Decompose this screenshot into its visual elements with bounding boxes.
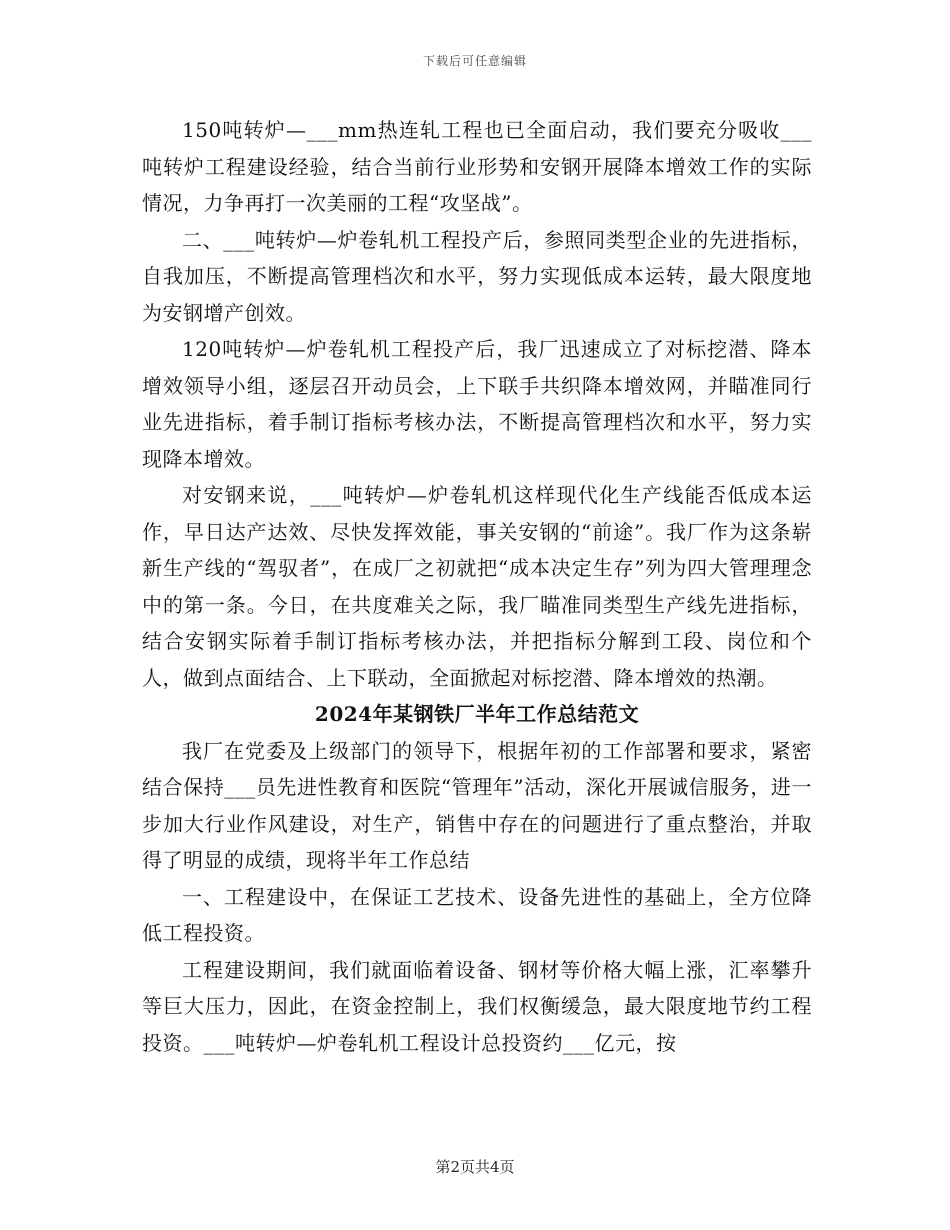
document-title: 2024年某钢铁厂半年工作总结范文 — [314, 702, 640, 726]
document-body — [142, 112, 812, 1061]
paragraph: 对安钢来说，___吨转炉—炉卷轧机这样现代化生产线能否低成本运作，早日达产达效、尽快发挥效能，事关安钢的“前途”。我厂作为这条崭新生产线的“驾驭者”，在成厂之初就把“成本决定生存”列为四大管理理念中的第一条。今日，在共度难关之际，我厂瞄准同类型生产线先进指标，结合安钢实际着手制订指标考核办法，并把指标分解到工段、岗位和个人，做到点面结合、上下联动，全面掀起对标挖潜、降本增效的热潮。 — [142, 483, 812, 690]
paragraph: 120吨转炉—炉卷轧机工程投产后，我厂迅速成立了对标挖潜、降本增效领导小组，逐层召开动员会，上下联手共织降本增效网，并瞄准同行业先进指标，着手制订指标考核办法，不断提高管理档次和水平，努力实现降本增效。 — [142, 337, 812, 471]
paragraph: 一、工程建设中，在保证工艺技术、设备先进性的基础上，全方位降低工程投资。 — [142, 884, 812, 945]
paragraph: 二、___吨转炉—炉卷轧机工程投产后，参照同类型企业的先进指标，自我加压，不断提高管理档次和水平，努力实现低成本运转，最大限度地为安钢增产创效。 — [142, 227, 812, 325]
paragraph: 150吨转炉—___mm热连轧工程也已全面启动，我们要充分吸收___吨转炉工程建设经验，结合当前行业形势和安钢开展降本增效工作的实际情况，力争再打一次美丽的工程“攻坚战”。 — [142, 118, 812, 215]
page-number: 第2页共4页 — [435, 1158, 515, 1176]
paragraph: 工程建设期间，我们就面临着设备、钢材等价格大幅上涨，汇率攀升等巨大压力，因此，在资金控制上，我们权衡缓急，最大限度地节约工程投资。___吨转炉—炉卷轧机工程设计总投资约___亿元，按 — [142, 957, 812, 1055]
page-header: 下载后可任意编辑 — [422, 54, 527, 68]
paragraph: 我厂在党委及上级部门的领导下，根据年初的工作部署和要求，紧密结合保持___员先进性教育和医院“管理年”活动，深化开展诚信服务，进一步加大行业作风建设，对生产，销售中存在的问题进行了重点整治，并取得了明显的成绩，现将半年工作总结 — [142, 738, 812, 872]
